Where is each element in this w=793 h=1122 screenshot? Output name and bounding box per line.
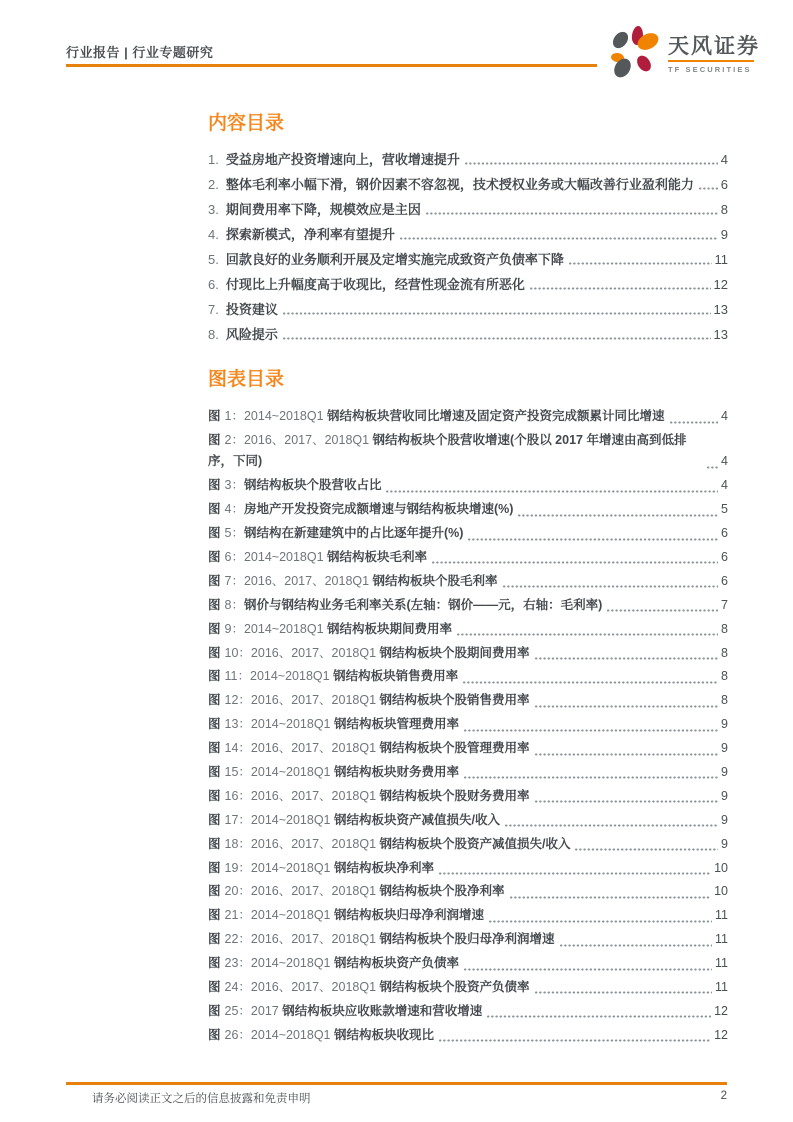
dotted-leader <box>530 287 711 290</box>
figure-entry-page: 12 <box>714 1003 728 1018</box>
dotted-leader <box>607 609 718 612</box>
figure-entry-years: 2014~2018Q1 <box>250 717 334 732</box>
figure-toc-entry[interactable] <box>208 810 728 832</box>
figures-toc-list <box>208 406 728 1046</box>
figure-entry-number: 10： <box>224 645 251 660</box>
dotted-leader <box>510 896 712 899</box>
toc-entry-title: 受益房地产投资增速向上，营收增速提升 <box>225 152 460 167</box>
figure-entry-title: 钢结构板块应收账款增速和营收增速 <box>282 1003 483 1018</box>
figure-entry-number: 16： <box>224 788 251 803</box>
figure-entry-number: 9： <box>224 621 244 636</box>
figure-entry-label: 图 <box>208 621 221 636</box>
figure-entry-title: 房地产开发投资完成额增速与钢结构板块增速(%) <box>243 502 514 517</box>
contents-toc-entry[interactable] <box>208 225 728 244</box>
figure-entry-text <box>208 834 570 856</box>
figure-entry-text <box>208 523 463 545</box>
toc-entry-title: 风险提示 <box>225 327 278 342</box>
contents-toc-list <box>208 150 728 344</box>
dotted-leader <box>569 262 712 265</box>
figure-entry-years: 2016、2017、2018Q1 <box>243 432 373 447</box>
figure-entry-label: 图 <box>208 717 221 732</box>
figure-entry-text <box>208 619 452 641</box>
toc-entry-number: 3. <box>208 202 219 217</box>
toc-entry-number: 8. <box>208 327 219 342</box>
figure-entry-title: 钢结构在新建建筑中的占比逐年提升(%) <box>243 526 464 541</box>
dotted-leader <box>464 968 712 971</box>
figure-entry-number: 3： <box>224 478 244 493</box>
figure-entry-years: 2014~2018Q1 <box>243 549 328 564</box>
figure-entry-text <box>208 430 702 473</box>
figure-entry-title: 钢结构板块个股净利率 <box>379 884 505 899</box>
figure-entry-page: 5 <box>721 502 728 517</box>
figure-entry-label: 图 <box>208 956 221 971</box>
figure-entry-text <box>208 977 530 999</box>
figure-toc-entry[interactable] <box>208 547 728 569</box>
figure-entry-title: 钢结构板块个股期间费用率 <box>379 645 530 660</box>
figure-entry-label: 图 <box>208 932 221 947</box>
contents-toc-entry[interactable] <box>208 250 728 269</box>
toc-entry-number: 5. <box>208 252 219 267</box>
figure-entry-label: 图 <box>208 645 221 660</box>
figure-entry-number: 4： <box>224 502 244 517</box>
figure-entry-page: 4 <box>721 478 728 493</box>
toc-entry-number: 2. <box>208 177 219 192</box>
figure-entry-years: 2016、2017、2018Q1 <box>250 788 380 803</box>
figure-entry-label: 图 <box>208 1027 221 1042</box>
figure-entry-label: 图 <box>208 409 221 423</box>
figure-toc-entry[interactable] <box>208 1025 728 1047</box>
figure-entry-years: 2014~2018Q1 <box>250 908 334 923</box>
toc-entry-page: 12 <box>713 277 728 292</box>
figure-entry-years: 2016、2017、2018Q1 <box>250 979 380 994</box>
figure-entry-text <box>208 475 381 497</box>
figure-entry-title: 钢结构板块资产负债率 <box>334 956 460 971</box>
figure-entry-label: 图 <box>208 597 221 612</box>
dotted-leader <box>457 633 718 636</box>
figure-entry-page: 9 <box>721 741 728 756</box>
figure-entry-years: 2016、2017、2018Q1 <box>250 645 380 660</box>
figure-entry-page: 9 <box>721 812 728 827</box>
figure-entry-text <box>208 881 505 903</box>
figure-entry-number: 25： <box>224 1003 251 1018</box>
figure-entry-label: 图 <box>208 693 221 708</box>
figure-entry-label: 图 <box>208 1003 221 1018</box>
figure-toc-entry[interactable] <box>208 762 728 784</box>
dotted-leader <box>535 800 719 803</box>
figure-entry-title: 钢结构板块个股管理费用率 <box>379 741 530 756</box>
figure-entry-page: 8 <box>721 621 728 636</box>
toc-entry-text <box>208 300 278 319</box>
figure-entry-page: 11 <box>715 908 728 923</box>
dotted-leader <box>426 212 718 215</box>
toc-entry-page: 13 <box>713 302 728 317</box>
dotted-leader <box>489 920 712 923</box>
figure-entry-page: 8 <box>721 693 728 708</box>
toc-entry-text <box>208 250 564 269</box>
figure-entry-years: 2014~2018Q1 <box>250 764 334 779</box>
figure-entry-title: 钢结构板块营收同比增速及固定资产投资完成额累计同比增速 <box>327 409 665 423</box>
figure-entry-page: 10 <box>714 884 728 899</box>
figure-entry-number: 24： <box>224 979 251 994</box>
figure-entry-number: 5： <box>224 526 244 541</box>
dotted-leader <box>699 187 718 190</box>
dotted-leader <box>465 162 718 165</box>
figure-entry-text <box>208 738 530 760</box>
toc-entry-page: 6 <box>720 177 728 192</box>
figures-section-title: 图表目录 <box>208 369 285 390</box>
figure-entry-page: 10 <box>714 860 728 875</box>
figure-entry-years: 2014~2018Q1 <box>250 956 334 971</box>
figure-entry-page: 8 <box>721 645 728 660</box>
figure-entry-title: 钢结构板块收现比 <box>334 1027 435 1042</box>
figure-entry-page: 6 <box>721 526 728 541</box>
toc-entry-title: 付现比上升幅度高于收现比，经营性现金流有所恶化 <box>225 277 525 292</box>
figure-toc-entry[interactable] <box>208 881 728 903</box>
toc-entry-title: 期间费用率下降，规模效应是主因 <box>225 202 421 217</box>
toc-entry-page: 11 <box>714 252 728 267</box>
figure-entry-number: 1： <box>224 409 244 423</box>
dotted-leader <box>464 729 718 732</box>
figure-entry-title: 钢结构板块个股归母净利润增速 <box>379 932 555 947</box>
figure-entry-text <box>208 929 555 951</box>
dotted-leader <box>505 824 718 827</box>
figure-entry-text <box>208 953 459 975</box>
figure-entry-title: 钢结构板块归母净利润增速 <box>334 908 485 923</box>
toc-entry-text <box>208 200 421 219</box>
figure-toc-entry[interactable] <box>208 499 728 521</box>
toc-page-body <box>208 0 728 1049</box>
figure-entry-page: 9 <box>721 836 728 851</box>
figure-entry-title: 钢结构板块毛利率 <box>327 549 428 564</box>
figure-entry-title: 钢结构板块个股营收占比 <box>243 478 382 493</box>
figure-entry-label: 图 <box>208 549 221 564</box>
toc-entry-text <box>208 175 694 194</box>
figure-entry-page: 4 <box>721 454 728 469</box>
figure-entry-page: 7 <box>721 597 728 612</box>
toc-entry-title: 探索新模式，净利率有望提升 <box>225 227 395 242</box>
report-type-label: 行业报告 | 行业专题研究 <box>66 45 214 60</box>
figure-entry-number: 20： <box>224 884 251 899</box>
figure-entry-text <box>208 762 459 784</box>
figure-toc-entry[interactable] <box>208 905 728 927</box>
figure-entry-number: 11： <box>224 669 250 684</box>
figure-toc-entry[interactable] <box>208 977 728 999</box>
figure-entry-text <box>208 810 500 832</box>
contents-toc-entry[interactable] <box>208 175 728 194</box>
contents-toc-entry[interactable] <box>208 150 728 169</box>
figure-entry-label: 图 <box>208 836 221 851</box>
figure-entry-years: 2016、2017、2018Q1 <box>250 741 380 756</box>
figure-entry-number: 7： <box>224 573 244 588</box>
dotted-leader <box>432 561 718 564</box>
dotted-leader <box>575 848 718 851</box>
figure-entry-label: 图 <box>208 573 221 588</box>
figure-toc-entry[interactable] <box>208 929 728 951</box>
figure-entry-text <box>208 666 458 688</box>
figure-entry-number: 8： <box>224 597 244 612</box>
figure-entry-title: 钢结构板块个股营收增速(个股以 2017 年增速由高到低排序，下同) <box>208 432 687 469</box>
figure-toc-entry[interactable] <box>208 595 728 617</box>
figure-entry-number: 2： <box>224 432 244 447</box>
figure-entry-page: 11 <box>715 932 728 947</box>
figure-entry-title: 钢结构板块净利率 <box>334 860 435 875</box>
figure-entry-years: 2014~2018Q1 <box>243 621 328 636</box>
figure-entry-years: 2016、2017、2018Q1 <box>250 693 380 708</box>
figure-entry-label: 图 <box>208 812 221 827</box>
figure-entry-label: 图 <box>208 979 221 994</box>
figure-entry-page: 11 <box>715 956 728 971</box>
dotted-leader <box>503 585 718 588</box>
figure-entry-page: 9 <box>721 788 728 803</box>
logo-name-cn: 天风证券 <box>668 35 760 58</box>
figure-entry-number: 14： <box>224 741 251 756</box>
figure-toc-entry[interactable] <box>208 690 728 712</box>
toc-entry-number: 6. <box>208 277 219 292</box>
figure-entry-number: 22： <box>224 932 251 947</box>
figure-entry-number: 23： <box>224 956 251 971</box>
toc-entry-text <box>208 225 395 244</box>
dotted-leader <box>535 753 719 756</box>
figure-toc-entry[interactable] <box>208 953 728 975</box>
dotted-leader <box>439 1039 711 1042</box>
figure-toc-entry[interactable] <box>208 619 728 641</box>
dotted-leader <box>560 944 713 947</box>
figure-toc-entry[interactable] <box>208 666 728 688</box>
figure-entry-title: 钢结构板块期间费用率 <box>327 621 453 636</box>
figure-entry-page: 6 <box>721 549 728 564</box>
toc-entry-text <box>208 275 525 294</box>
figure-entry-page: 12 <box>714 1027 728 1042</box>
figure-toc-entry[interactable] <box>208 786 728 808</box>
figure-entry-label: 图 <box>208 669 221 684</box>
dotted-leader <box>535 705 719 708</box>
contents-toc-entry[interactable] <box>208 200 728 219</box>
figure-toc-entry[interactable] <box>208 738 728 760</box>
toc-entry-page: 4 <box>720 152 728 167</box>
figure-entry-label: 图 <box>208 764 221 779</box>
figure-entry-number: 21： <box>224 908 251 923</box>
contents-section-title: 内容目录 <box>208 113 285 134</box>
dotted-leader <box>400 237 718 240</box>
figure-entry-years: 2016、2017、2018Q1 <box>243 573 373 588</box>
figure-entry-number: 17： <box>224 812 251 827</box>
figure-entry-text <box>208 1001 482 1023</box>
figure-entry-number: 26： <box>224 1027 251 1042</box>
toc-entry-page: 9 <box>720 227 728 242</box>
figure-entry-years: 2016、2017、2018Q1 <box>250 932 380 947</box>
figure-entry-text <box>208 499 513 521</box>
toc-entry-text <box>208 150 460 169</box>
dotted-leader <box>518 514 718 517</box>
figure-entry-page: 11 <box>715 979 728 994</box>
logo-name-en: TF SECURITIES <box>668 65 752 74</box>
figure-entry-title: 钢结构板块个股毛利率 <box>372 573 498 588</box>
figure-entry-text <box>208 786 530 808</box>
toc-entry-page: 8 <box>720 202 728 217</box>
figure-entry-number: 15： <box>224 764 251 779</box>
figure-entry-label: 图 <box>208 908 221 923</box>
toc-entry-number: 4. <box>208 227 219 242</box>
figure-entry-years: 2014~2018Q1 <box>250 812 334 827</box>
figure-entry-years: 2016、2017、2018Q1 <box>250 836 380 851</box>
figure-entry-years: 2017 <box>250 1003 283 1018</box>
figure-toc-entry[interactable] <box>208 430 728 473</box>
dotted-leader <box>535 657 719 660</box>
contents-toc-entry[interactable] <box>208 300 728 319</box>
figure-entry-title: 钢价与钢结构业务毛利率关系(左轴：钢价——元，右轴：毛利率) <box>243 597 603 612</box>
figure-entry-text <box>208 571 498 593</box>
figure-entry-label: 图 <box>208 741 221 756</box>
figure-entry-number: 12： <box>224 693 251 708</box>
figure-entry-number: 6： <box>224 549 244 564</box>
figure-entry-text <box>208 406 665 428</box>
dotted-leader <box>463 681 718 684</box>
figure-entry-number: 19： <box>224 860 251 875</box>
figure-entry-page: 8 <box>721 669 728 684</box>
figure-entry-label: 图 <box>208 884 221 899</box>
figure-toc-entry[interactable] <box>208 523 728 545</box>
figure-entry-text <box>208 714 459 736</box>
figure-entry-text <box>208 905 484 927</box>
footer-divider <box>66 1082 727 1085</box>
figure-entry-text <box>208 858 434 880</box>
figure-entry-number: 18： <box>224 836 251 851</box>
figure-entry-years: 2014~2018Q1 <box>250 860 334 875</box>
dotted-leader <box>707 466 718 469</box>
figure-entry-years: 2014~2018Q1 <box>250 669 334 684</box>
figure-entry-label: 图 <box>208 526 221 541</box>
toc-entry-number: 7. <box>208 302 219 317</box>
figure-entry-years: 2014~2018Q1 <box>243 409 328 423</box>
figure-entry-page: 9 <box>721 764 728 779</box>
toc-entry-title: 整体毛利率小幅下滑，钢价因素不容忽视，技术授权业务或大幅改善行业盈利能力 <box>225 177 694 192</box>
figure-entry-title: 钢结构板块管理费用率 <box>334 717 460 732</box>
dotted-leader <box>535 991 713 994</box>
toc-entry-title: 回款良好的业务顺利开展及定增实施完成致资产负债率下降 <box>225 252 564 267</box>
figure-entry-page: 4 <box>721 409 728 423</box>
figure-entry-number: 13： <box>224 717 251 732</box>
toc-entry-text <box>208 325 278 344</box>
figure-toc-entry[interactable] <box>208 475 728 497</box>
figure-entry-title: 钢结构板块个股财务费用率 <box>379 788 530 803</box>
figure-toc-entry[interactable] <box>208 1001 728 1023</box>
figure-toc-entry[interactable] <box>208 834 728 856</box>
dotted-leader <box>439 872 711 875</box>
figure-entry-text <box>208 595 602 617</box>
figure-entry-title: 钢结构板块财务费用率 <box>334 764 460 779</box>
contents-toc-entry[interactable] <box>208 325 728 344</box>
figure-entry-text <box>208 1025 434 1047</box>
toc-entry-page: 13 <box>713 327 728 342</box>
figure-entry-title: 钢结构板块资产减值损失/收入 <box>334 812 500 827</box>
figure-entry-years: 2016、2017、2018Q1 <box>250 884 380 899</box>
figure-entry-page: 9 <box>721 717 728 732</box>
figure-entry-page: 6 <box>721 573 728 588</box>
dotted-leader <box>283 337 711 340</box>
footer-disclaimer: 请务必阅读正文之后的信息披露和免责申明 <box>92 1093 311 1105</box>
dotted-leader <box>468 538 718 541</box>
figure-toc-entry[interactable] <box>208 714 728 736</box>
figure-entry-label: 图 <box>208 432 221 447</box>
figure-entry-text <box>208 547 427 569</box>
footer-page-number: 2 <box>720 1090 727 1102</box>
figure-entry-years: 2014~2018Q1 <box>250 1027 334 1042</box>
figure-entry-text <box>208 690 530 712</box>
figure-entry-text <box>208 643 530 665</box>
figure-entry-title: 钢结构板块个股资产减值损失/收入 <box>379 836 571 851</box>
dotted-leader <box>464 776 718 779</box>
figure-toc-entry[interactable] <box>208 858 728 880</box>
figure-entry-label: 图 <box>208 502 221 517</box>
figure-entry-title: 钢结构板块销售费用率 <box>333 669 459 684</box>
figure-toc-entry[interactable] <box>208 406 728 428</box>
dotted-leader <box>283 312 711 315</box>
figure-entry-title: 钢结构板块个股销售费用率 <box>379 693 530 708</box>
dotted-leader <box>670 421 718 424</box>
contents-toc-entry[interactable] <box>208 275 728 294</box>
toc-entry-number: 1. <box>208 152 219 167</box>
toc-entry-title: 投资建议 <box>225 302 278 317</box>
figure-entry-title: 钢结构板块个股资产负债率 <box>379 979 530 994</box>
dotted-leader <box>487 1015 711 1018</box>
figure-entry-label: 图 <box>208 478 221 493</box>
dotted-leader <box>386 490 718 493</box>
figure-toc-entry[interactable] <box>208 643 728 665</box>
figure-entry-label: 图 <box>208 860 221 875</box>
figure-toc-entry[interactable] <box>208 571 728 593</box>
figure-entry-label: 图 <box>208 788 221 803</box>
